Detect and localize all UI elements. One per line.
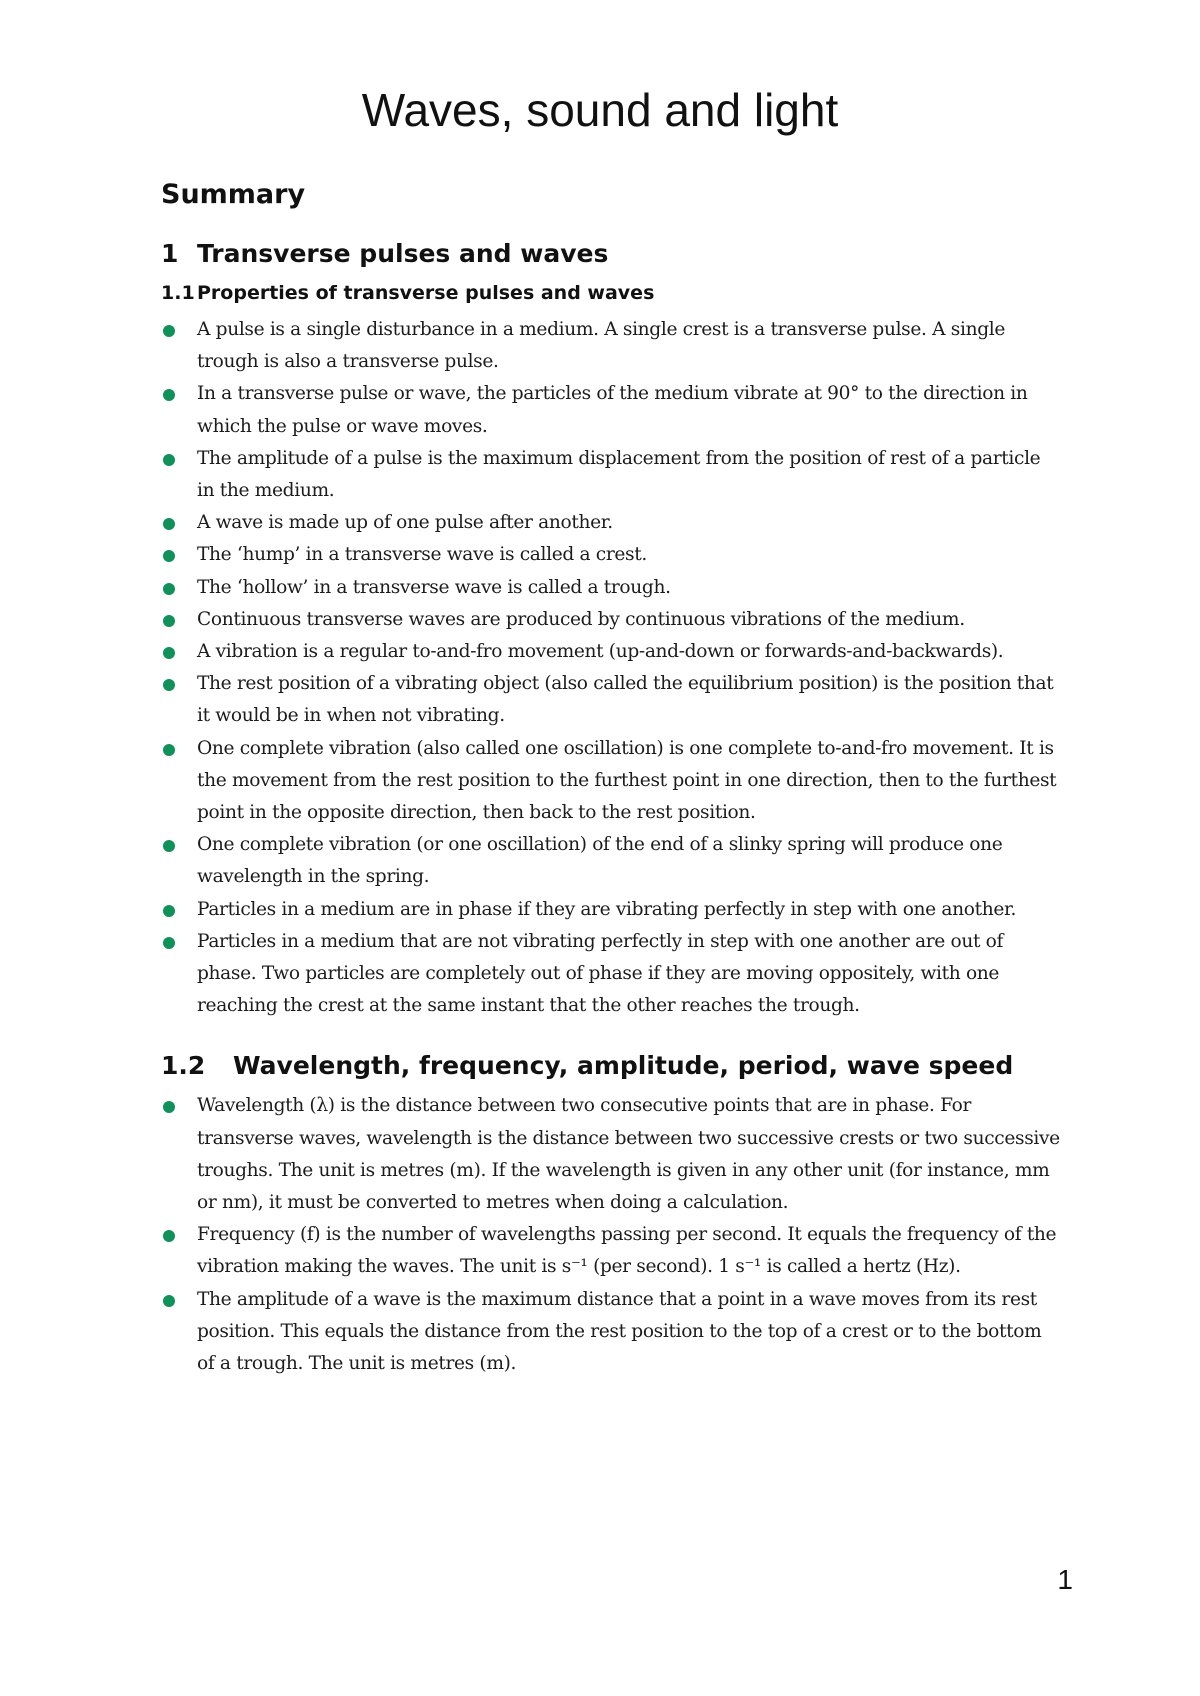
list-item [161, 1219, 1061, 1283]
list-item-text: The amplitude of a wave is the maximum distance that a point in a wave moves from its rest position. This equals the distance from the rest position to the top of a crest or to the bottom of a trough. The unit is metres (m). [197, 1288, 1042, 1375]
list-item [161, 733, 1061, 830]
bullet-dot-icon [163, 1230, 175, 1242]
subsection-number: 1.1 [161, 282, 195, 304]
list-item-text: Continuous transverse waves are produced by continuous vibrations of the medium. [197, 608, 965, 630]
page-number: 1 [1057, 1564, 1073, 1595]
section-number: 1.2 [161, 1051, 206, 1081]
list-item [161, 1090, 1061, 1219]
bullet-dot-icon [163, 647, 175, 659]
section-heading-1-2 [161, 1048, 1061, 1084]
section-heading-1 [161, 236, 1061, 272]
bullet-dot-icon [163, 1295, 175, 1307]
bullet-dot-icon [163, 937, 175, 949]
section-spacer [161, 1022, 1061, 1048]
list-item [161, 926, 1061, 1023]
summary-heading: Summary [161, 179, 306, 210]
bullet-dot-icon [163, 1101, 175, 1113]
list-item [161, 572, 1061, 604]
list-item-text: One complete vibration (or one oscillation) of the end of a slinky spring will produce one wavelength in the spring. [197, 834, 1003, 888]
bullet-dot-icon [163, 905, 175, 917]
list-item [161, 314, 1061, 378]
list-item [161, 443, 1061, 507]
bullet-list-wavelength [161, 1090, 1061, 1380]
list-item-text: Frequency (f) is the number of wavelengths passing per second. It equals the frequency of the vibration making the waves. The unit is s⁻¹ (per second). 1 s⁻¹ is called a hertz (Hz). [197, 1224, 1057, 1278]
bullet-dot-icon [163, 840, 175, 852]
list-item [161, 829, 1061, 893]
list-item-text: One complete vibration (also called one oscillation) is one complete to-and-fro movement. It is the movement from the rest position to the furthest point in one direction, then to the furthest point in the opposite direction, then back to the rest position. [197, 737, 1057, 824]
list-item [161, 507, 1061, 539]
list-item [161, 894, 1061, 926]
list-item-text: In a transverse pulse or wave, the particles of the medium vibrate at 90° to the direction in which the pulse or wave moves. [197, 383, 1028, 437]
subsection-heading-1-1 [161, 278, 1061, 308]
list-item [161, 668, 1061, 732]
bullet-dot-icon [163, 518, 175, 530]
list-item-text: A pulse is a single disturbance in a medium. A single crest is a transverse pulse. A single trough is also a transverse pulse. [197, 319, 1006, 373]
document-title: Waves, sound and light [361, 84, 839, 136]
list-item [161, 539, 1061, 571]
list-item-text: The ‘hollow’ in a transverse wave is called a trough. [197, 576, 671, 598]
bullet-dot-icon [163, 325, 175, 337]
bullet-dot-icon [163, 583, 175, 595]
list-item-text: A wave is made up of one pulse after another. [197, 512, 613, 534]
list-item [161, 378, 1061, 442]
subsection-title: Properties of transverse pulses and waves [197, 282, 655, 304]
section-number: 1 [161, 239, 179, 268]
bullet-dot-icon [163, 389, 175, 401]
list-item-text: The ‘hump’ in a transverse wave is called a crest. [197, 544, 647, 566]
list-item [161, 1284, 1061, 1381]
list-item [161, 604, 1061, 636]
list-item-text: The rest position of a vibrating object (also called the equilibrium position) is the position that it would be in when not vibrating. [197, 673, 1054, 727]
bullet-dot-icon [163, 454, 175, 466]
bullet-dot-icon [163, 679, 175, 691]
bullet-dot-icon [163, 744, 175, 756]
section-title: Wavelength, frequency, amplitude, period, wave speed [233, 1051, 1014, 1081]
section-title: Transverse pulses and waves [197, 239, 609, 268]
document-content [161, 176, 1061, 1380]
bullet-dot-icon [163, 550, 175, 562]
bullet-list-properties [161, 314, 1061, 1022]
list-item-text: A vibration is a regular to-and-fro movement (up-and-down or forwards-and-backwards). [197, 641, 1004, 663]
list-item-text: Particles in a medium that are not vibrating perfectly in step with one another are out of phase. Two particles are completely out of phase if they are moving oppositely, with one reaching the crest at the same instant that the other reaches the trough. [197, 930, 1004, 1017]
list-item-text: Particles in a medium are in phase if they are vibrating perfectly in step with one another. [197, 898, 1017, 920]
list-item-text: The amplitude of a pulse is the maximum displacement from the position of rest of a particle in the medium. [197, 447, 1041, 502]
bullet-dot-icon [163, 615, 175, 627]
list-item-text: Wavelength (λ) is the distance between two consecutive points that are in phase. For transverse waves, wavelength is the distance between two successive crests or two successive troughs. The unit is metres (m). If the wavelength is given in any other unit (for instance, mm or nm), it must be converted to metres when doing a calculation. [197, 1095, 1060, 1214]
list-item [161, 636, 1061, 668]
